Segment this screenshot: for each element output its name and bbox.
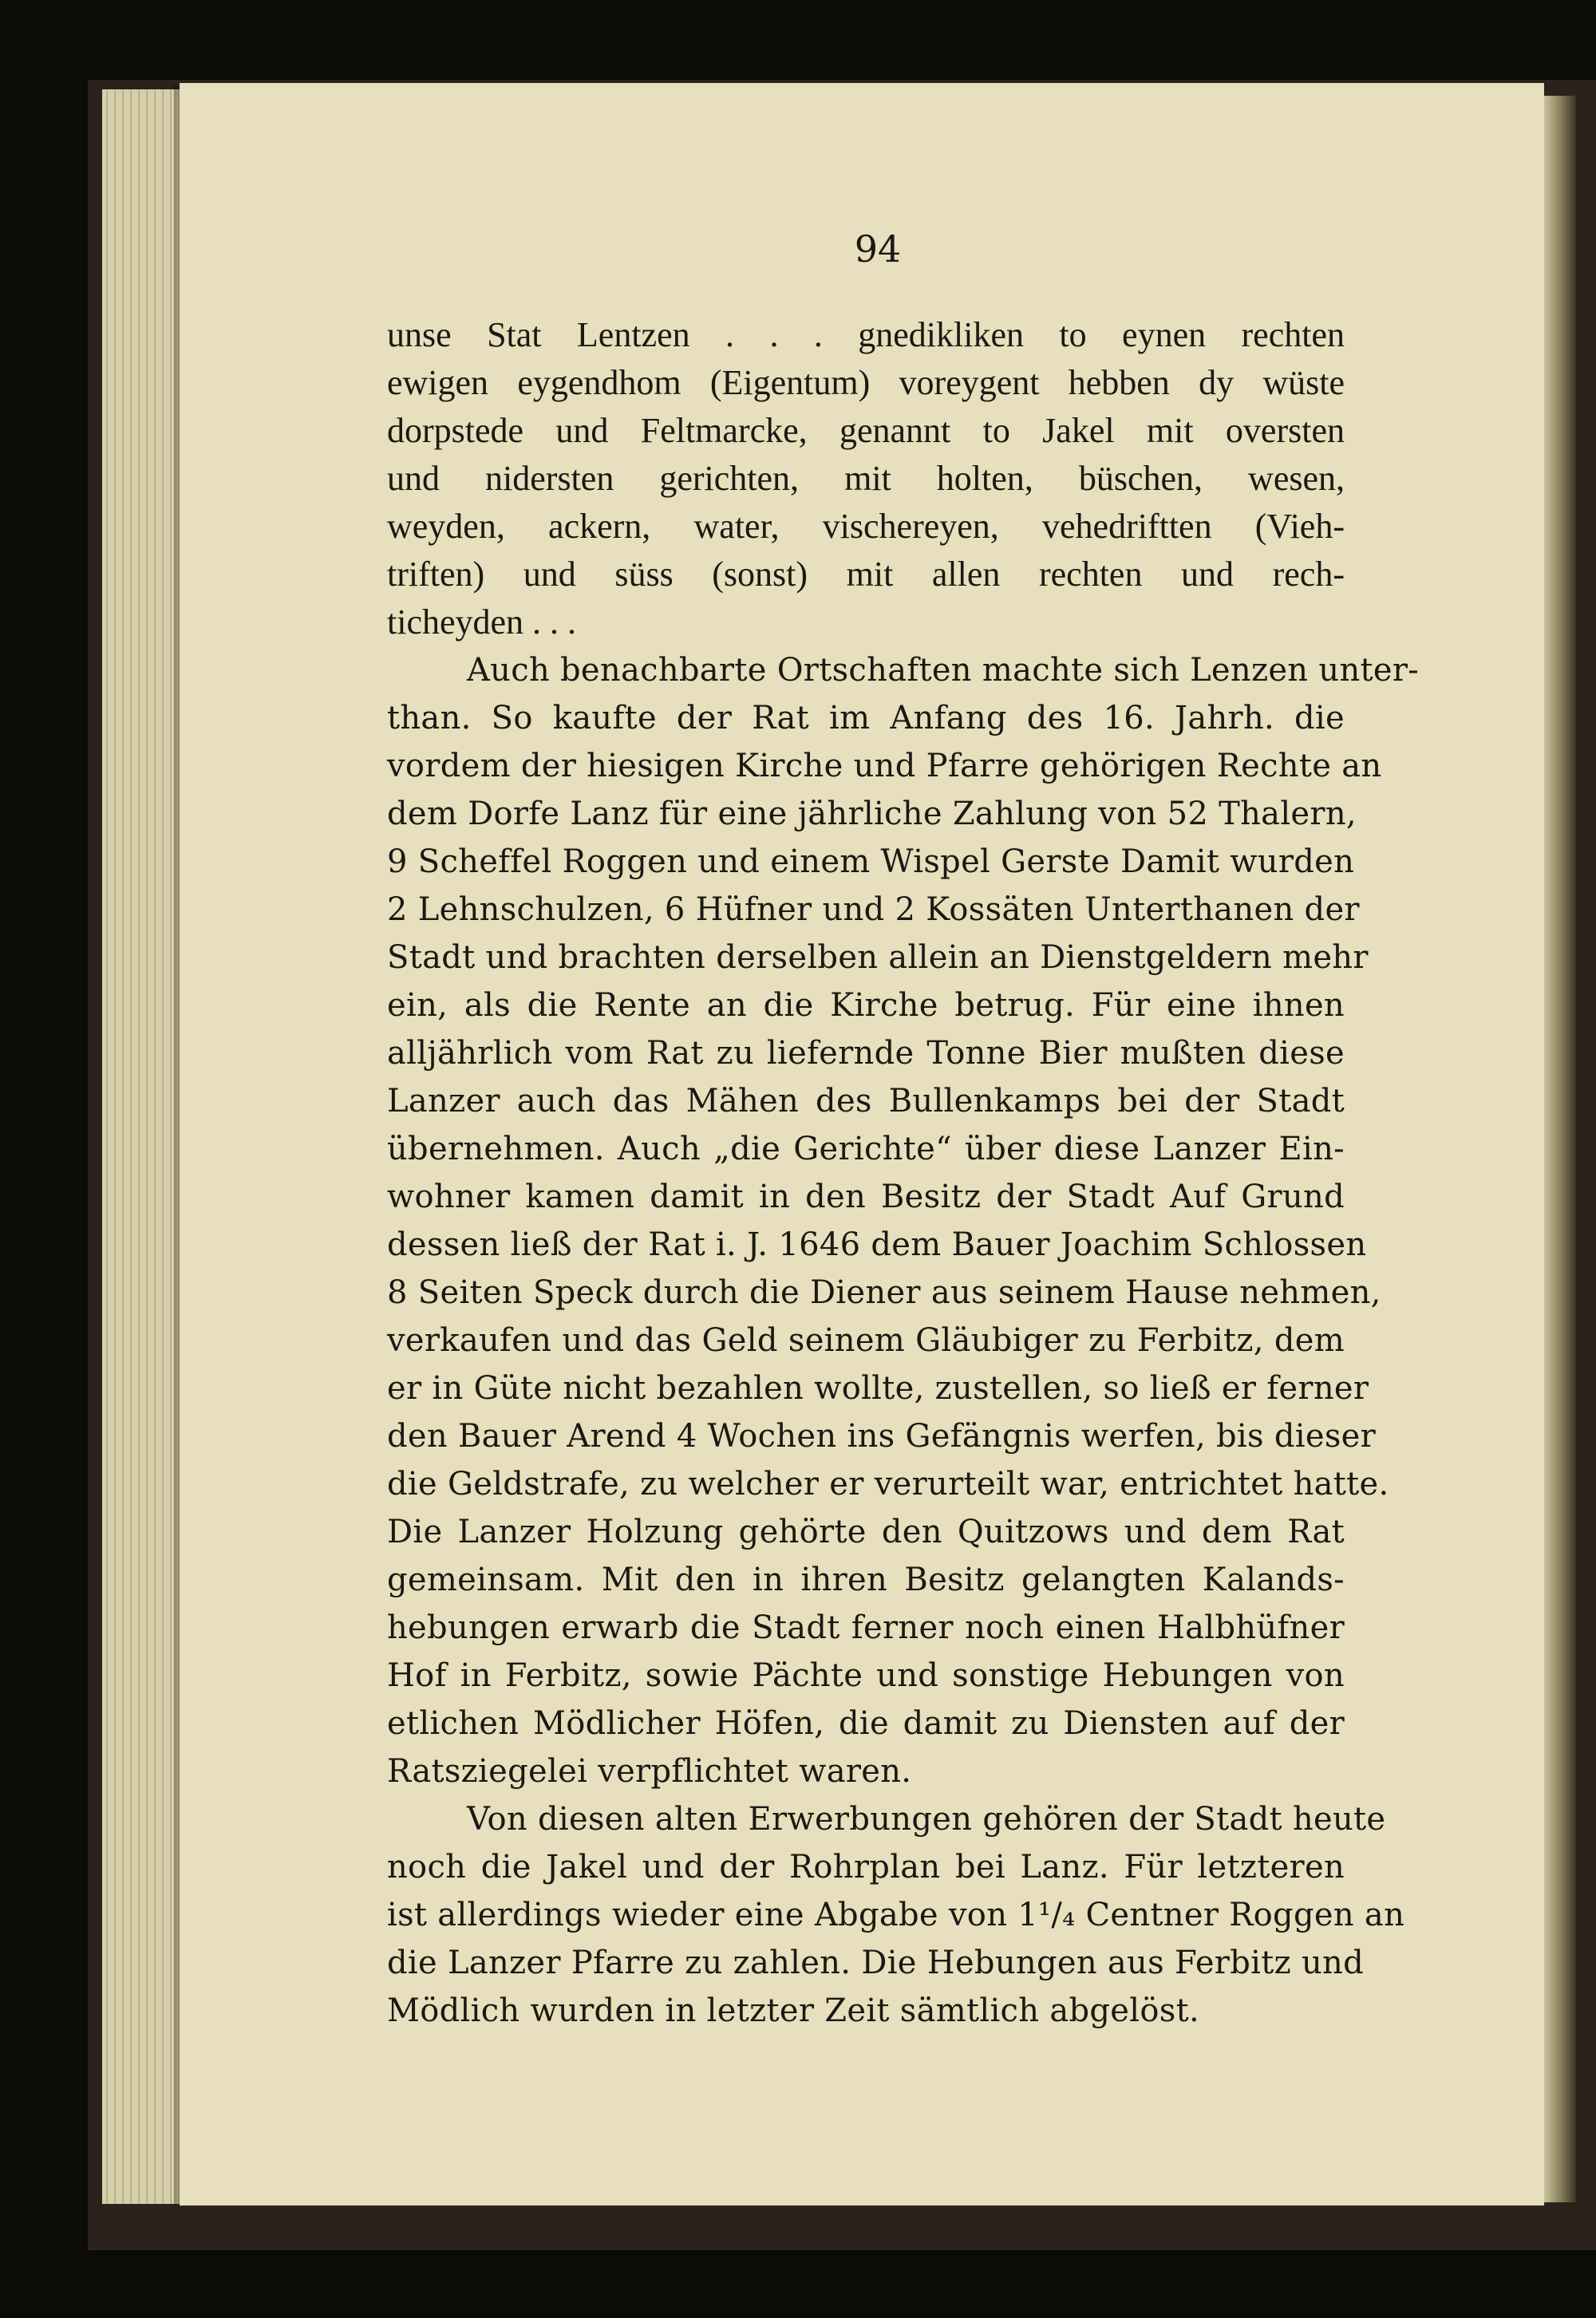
- text-line: den Bauer Arend 4 Wochen ins Gefängnis werfen, bis dieser: [387, 1418, 1377, 1455]
- text-line: weyden, ackern, water, vischereyen, vehedriftten (Vieh-: [387, 507, 1345, 546]
- text-line: und nidersten gerichten, mit holten, büschen, wesen,: [387, 459, 1345, 498]
- page-number: 94: [854, 227, 902, 270]
- text-line: er in Güte nicht bezahlen wollte, zustellen, so ließ er ferner: [387, 1370, 1369, 1407]
- text-line: verkaufen und das Geld seinem Gläubiger zu Ferbitz, dem: [387, 1322, 1345, 1359]
- text-line: hebungen erwarb die Stadt ferner noch einen Halbhüfner: [387, 1609, 1345, 1646]
- paragraph-start-line: Auch benachbarte Ortschaften machte sich Lenzen unter-: [467, 652, 1420, 689]
- text-line: Hof in Ferbitz, sowie Pächte und sonstige Hebungen von: [387, 1657, 1345, 1694]
- paragraph-start-line: Von diesen alten Erwerbungen gehören der Stadt heute: [467, 1801, 1386, 1838]
- text-line: etlichen Mödlicher Höfen, die damit zu Diensten auf der: [387, 1705, 1345, 1742]
- text-line: Die Lanzer Holzung gehörte den Quitzows und dem Rat: [387, 1514, 1345, 1550]
- text-line: dem Dorfe Lanz für eine jährliche Zahlung von 52 Thalern,: [387, 796, 1357, 832]
- text-line: ewigen eygendhom (Eigentum) voreygent hebben dy wüste: [387, 363, 1345, 402]
- text-line: ist allerdings wieder eine Abgabe von 1¹/₄ Centner Roggen an: [387, 1897, 1405, 1933]
- text-line: Mödlich wurden in letzter Zeit sämtlich abgelöst.: [387, 1992, 1199, 2029]
- text-line: triften) und süss (sonst) mit allen rechten und rech-: [387, 555, 1345, 594]
- text-line: 9 Scheffel Roggen und einem Wispel Gerste Damit wurden: [387, 843, 1355, 880]
- text-line: gemeinsam. Mit den in ihren Besitz gelangten Kalands-: [387, 1562, 1345, 1598]
- page-curl-edge: [1544, 96, 1576, 2202]
- text-line: dessen ließ der Rat i. J. 1646 dem Bauer Joachim Schlossen: [387, 1226, 1367, 1263]
- text-line: die Geldstrafe, zu welcher er verurteilt war, entrichtet hatte.: [387, 1466, 1389, 1503]
- text-line: Stadt und brachten derselben allein an Dienstgeldern mehr: [387, 939, 1369, 976]
- page-text: [387, 311, 1420, 2035]
- text-line: Ratsziegelei verpflichtet waren.: [387, 1753, 912, 1790]
- text-line: 2 Lehnschulzen, 6 Hüfner und 2 Kossäten Unterthanen der: [387, 891, 1360, 928]
- text-line: die Lanzer Pfarre zu zahlen. Die Hebungen aus Ferbitz und: [387, 1945, 1365, 1981]
- text-line: übernehmen. Auch „die Gerichte“ über diese Lanzer Ein-: [387, 1131, 1345, 1167]
- page-stack-edges: [102, 89, 182, 2204]
- text-line: ticheyden . . .: [387, 602, 577, 642]
- text-line: noch die Jakel und der Rohrplan bei Lanz. Für letzteren: [387, 1849, 1345, 1886]
- text-line: 8 Seiten Speck durch die Diener aus seinem Hause nehmen,: [387, 1274, 1381, 1311]
- text-line: ein, als die Rente an die Kirche betrug. Für eine ihnen: [387, 987, 1345, 1024]
- text-line: dorpstede und Feltmarcke, genannt to Jakel mit oversten: [387, 411, 1345, 450]
- text-line: alljährlich vom Rat zu liefernde Tonne Bier mußten diese: [387, 1035, 1345, 1072]
- text-line: than. So kaufte der Rat im Anfang des 16. Jahrh. die: [387, 700, 1345, 736]
- text-line: wohner kamen damit in den Besitz der Stadt Auf Grund: [387, 1179, 1345, 1215]
- text-line: vordem der hiesigen Kirche und Pfarre gehörigen Rechte an: [387, 748, 1382, 784]
- text-line: unse Stat Lentzen . . . gnedikliken to eynen rechten: [387, 315, 1345, 354]
- text-line: Lanzer auch das Mähen des Bullenkamps bei der Stadt: [387, 1083, 1345, 1120]
